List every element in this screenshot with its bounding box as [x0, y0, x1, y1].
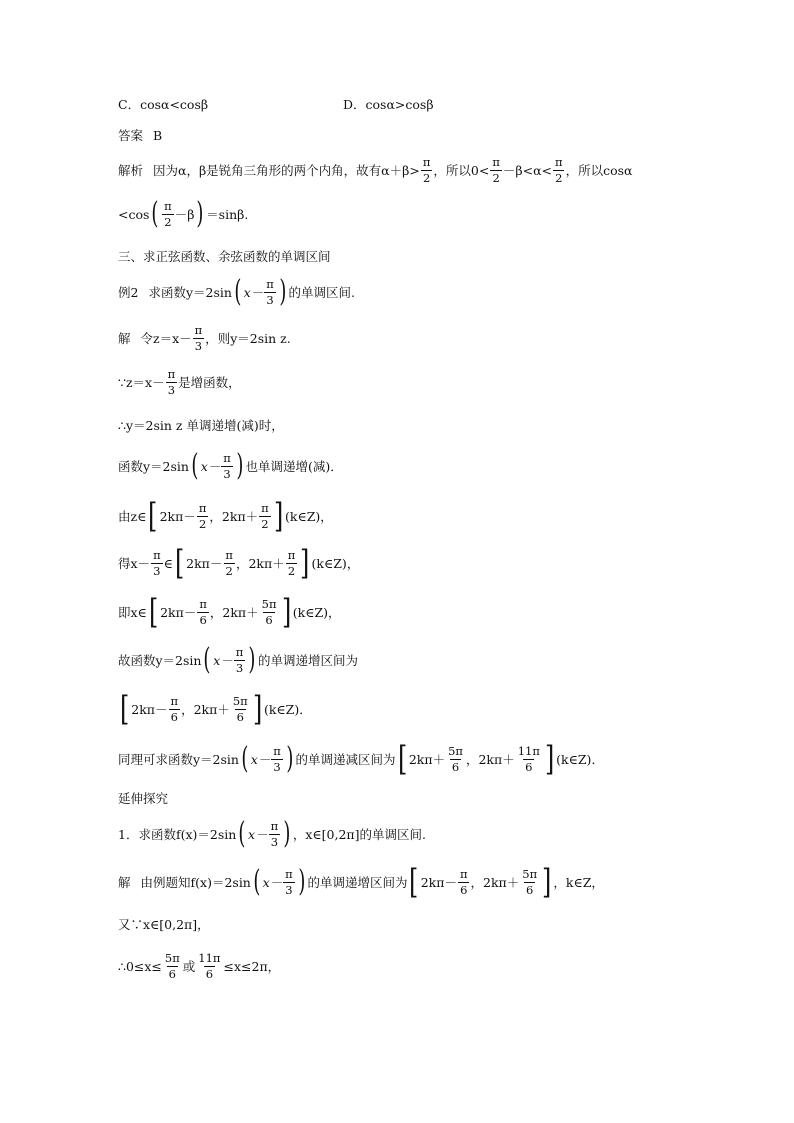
fraction-pi-3 [234, 646, 246, 673]
frac-den: 6 [526, 882, 534, 897]
right-paren: ) [196, 196, 204, 231]
frac-den: 6 [236, 709, 244, 724]
left-bracket: [ [148, 496, 158, 536]
analysis-text-6: －β [174, 207, 195, 222]
right-bracket: ] [544, 739, 555, 779]
frac-den: 2 [287, 563, 296, 578]
ext-text: ，x∈[0,2π]的单调区间. [292, 827, 426, 842]
sol-text: 2kπ＋ [408, 752, 446, 767]
frac-num: π [555, 155, 563, 170]
x-minus: x－ [243, 285, 264, 300]
x-minus: x－ [250, 752, 271, 767]
frac-den: 3 [223, 466, 231, 481]
frac-num: 5π [232, 694, 248, 709]
sol-text: ，2kπ＋ [465, 752, 515, 767]
right-paren: ) [248, 642, 256, 677]
right-bracket: ] [273, 496, 284, 536]
left-bracket: [ [119, 689, 130, 729]
frac-den: 2 [164, 214, 172, 229]
sol-text: 2kπ－ [131, 702, 168, 717]
sol-text: (k∈Z)， [311, 556, 360, 571]
analysis-label: 解析 [118, 163, 144, 178]
solution-label: 解 [118, 331, 131, 346]
fraction-11pi-6 [196, 952, 222, 979]
ext-text: 由例题知f(x)＝2sin [140, 875, 251, 890]
option-d: D．cosα>cosβ [343, 97, 434, 112]
fraction-pi-2 [421, 156, 433, 183]
frac-num: π [194, 323, 203, 338]
right-paren: ) [283, 816, 291, 851]
frac-den: 2 [198, 516, 207, 531]
frac-num: π [199, 597, 207, 612]
frac-den: 2 [492, 170, 500, 185]
frac-den: 6 [168, 966, 176, 981]
analysis-text-5: <cos [118, 206, 150, 222]
frac-den: 2 [422, 170, 431, 185]
ext-text: ≤x≤2π， [223, 959, 281, 974]
solution-line-2 [118, 362, 241, 402]
fraction-pi-2 [286, 549, 298, 576]
sol-text: 令z＝x－ [140, 331, 192, 346]
frac-den: 2 [261, 516, 269, 531]
sol-text: ∵z＝x－ [118, 375, 165, 390]
sol-text: 也单调递增(减)． [245, 459, 343, 474]
left-paren: ( [253, 864, 261, 899]
fraction-pi-6 [169, 695, 181, 722]
sol-text: 函数y＝2sin [118, 459, 189, 474]
frac-den: 3 [270, 834, 279, 849]
ext-text: 又∵x∈[0,2π]， [118, 917, 210, 932]
frac-num: 5π [261, 597, 277, 612]
left-paren: ( [238, 816, 246, 851]
right-paren: ) [279, 274, 287, 309]
frac-num: π [235, 645, 244, 660]
example-2 [118, 272, 355, 312]
frac-den: 6 [205, 966, 214, 981]
ext-text: ，2kπ＋ [470, 875, 520, 890]
frac-den: 6 [199, 612, 207, 627]
solution-line-5 [118, 496, 333, 536]
right-paren: ) [286, 741, 294, 776]
sol-text: 由z∈ [118, 509, 147, 524]
frac-num: π [223, 451, 231, 466]
sol-text: (k∈Z)． [556, 752, 604, 767]
answer-value: B [153, 127, 163, 143]
frac-den: 3 [153, 563, 161, 578]
frac-num: π [261, 501, 269, 516]
fraction-pi-3 [283, 868, 295, 895]
solution-line-9 [118, 689, 312, 729]
example-text-2: 的单调区间. [288, 285, 355, 300]
answer-line [118, 115, 162, 155]
sol-text: 同理可求函数y＝2sin [118, 752, 239, 767]
left-bracket: [ [409, 862, 419, 902]
analysis-text-4: ，所以cosα [565, 163, 633, 178]
ext-text: ，k∈Z， [553, 875, 604, 890]
sol-text: 的单调递增区间为 [258, 653, 359, 668]
sol-text: 得x－ [118, 556, 151, 571]
fraction-5pi-6 [231, 695, 250, 722]
extension-solution-3 [118, 946, 280, 986]
fraction-pi-3 [151, 549, 163, 576]
left-paren: ( [191, 448, 199, 483]
frac-den: 3 [235, 660, 244, 675]
fraction-5pi-6 [446, 745, 465, 772]
sol-text: ，2kπ＋ [209, 605, 259, 620]
frac-den: 3 [167, 382, 176, 397]
fraction-pi-2 [162, 200, 174, 227]
frac-den: 6 [460, 882, 468, 897]
x-minus: x－ [213, 653, 233, 668]
frac-num: π [153, 548, 161, 563]
frac-num: π [285, 867, 293, 882]
ext-text: 2kπ－ [420, 875, 457, 890]
fraction-5pi-6 [163, 952, 182, 979]
frac-num: π [170, 694, 179, 709]
section-heading [118, 236, 331, 276]
ext-text: ∴0≤x≤ [118, 958, 162, 974]
ext-text: 1．求函数f(x)＝2sin [118, 827, 237, 842]
fraction-pi-3 [221, 452, 233, 479]
fraction-5pi-6 [260, 598, 279, 625]
ext-text: 的单调递增区间为 [307, 875, 408, 890]
frac-den: 2 [555, 170, 563, 185]
frac-num: π [273, 744, 281, 759]
sol-text: ，2kπ＋ [235, 556, 285, 571]
solution-line-7 [118, 592, 341, 632]
sol-text: ，2kπ＋ [181, 702, 230, 717]
left-bracket: [ [397, 739, 407, 779]
frac-den: 3 [266, 292, 274, 307]
frac-den: 6 [451, 759, 460, 774]
analysis-text-3: －β<α< [502, 163, 553, 178]
ext-text: 或 [182, 959, 196, 974]
frac-den: 6 [265, 612, 273, 627]
fraction-pi-3 [166, 368, 178, 395]
right-paren: ) [298, 864, 306, 899]
fraction-pi-6 [197, 598, 209, 625]
fraction-pi-2 [223, 549, 235, 576]
sol-text: 2kπ－ [160, 605, 197, 620]
solution-line-3 [118, 405, 284, 445]
frac-den: 3 [194, 338, 203, 353]
example-label: 例2 [118, 285, 139, 300]
right-bracket: ] [542, 862, 552, 902]
sol-text: ，则y＝2sin z. [205, 331, 291, 346]
fraction-pi-3 [264, 278, 276, 305]
frac-den: 6 [525, 759, 533, 774]
sol-text: 即x∈ [118, 605, 147, 620]
analysis-text-2: ，所以0< [433, 163, 490, 178]
fraction-pi-2 [490, 156, 502, 183]
frac-num: 11π [517, 744, 540, 759]
sol-text: 2kπ－ [186, 556, 223, 571]
frac-num: π [459, 867, 468, 882]
frac-den: 6 [170, 709, 178, 724]
left-bracket: [ [148, 592, 159, 632]
sol-text: ∴y＝2sin z 单调递增(减)时， [118, 418, 284, 433]
frac-num: π [198, 501, 207, 516]
frac-num: 5π [164, 951, 180, 966]
frac-num: π [492, 155, 500, 170]
fraction-pi-2 [553, 156, 565, 183]
frac-den: 3 [285, 882, 293, 897]
sol-text: 2kπ－ [159, 509, 196, 524]
solution-line-6 [118, 543, 359, 583]
right-bracket: ] [300, 543, 310, 583]
frac-num: π [287, 548, 296, 563]
left-paren: ( [203, 642, 211, 677]
fraction-pi-3 [193, 324, 205, 351]
frac-den: 3 [273, 759, 281, 774]
fraction-11pi-6 [516, 745, 542, 772]
frac-num: π [422, 155, 431, 170]
frac-num: π [167, 367, 176, 382]
left-paren: ( [241, 741, 249, 776]
x-minus: x－ [262, 875, 283, 890]
extension-heading: 延伸探究 [118, 791, 169, 806]
solution-line-8 [118, 640, 358, 680]
sol-text: ，2kπ＋ [209, 509, 259, 524]
solution-line-10 [118, 739, 604, 779]
frac-num: π [266, 277, 274, 292]
analysis-text-1: 因为α，β是锐角三角形的两个内角，故有α＋β> [153, 163, 420, 178]
frac-num: π [270, 819, 279, 834]
section-title: 三、求正弦函数、余弦函数的单调区间 [118, 249, 331, 264]
right-bracket: ] [281, 592, 291, 632]
option-c: C．cosα<cosβ [118, 97, 209, 112]
solution-line-1 [118, 318, 291, 358]
sol-text: (k∈Z)． [263, 702, 312, 717]
left-paren: ( [151, 196, 159, 231]
frac-num: 5π [448, 744, 463, 759]
right-bracket: ] [252, 689, 262, 729]
frac-den: 2 [225, 563, 233, 578]
frac-num: 5π [522, 867, 538, 882]
fraction-pi-2 [197, 502, 209, 529]
sol-text: 故函数y＝2sin [118, 653, 202, 668]
extension-solution-2 [118, 904, 210, 944]
frac-num: π [164, 199, 172, 214]
frac-num: 11π [198, 951, 221, 966]
left-bracket: [ [174, 543, 185, 583]
left-paren: ( [234, 274, 242, 309]
fraction-pi-3 [271, 745, 283, 772]
solution-line-4 [118, 446, 343, 486]
sol-text: ∈ [163, 555, 173, 571]
fraction-pi-2 [259, 502, 271, 529]
fraction-5pi-6 [520, 868, 539, 895]
extension-solution-1 [118, 862, 604, 902]
x-minus: x－ [248, 827, 268, 842]
frac-num: π [225, 548, 233, 563]
analysis-line-2 [118, 194, 248, 234]
right-paren: ) [236, 448, 244, 483]
sol-text: 是增函数， [178, 375, 241, 390]
fraction-pi-6 [458, 868, 470, 895]
analysis-text-7: ＝sinβ. [206, 207, 249, 222]
fraction-pi-3 [269, 820, 281, 847]
sol-text: (k∈Z)， [292, 605, 341, 620]
sol-text: (k∈Z)， [285, 509, 333, 524]
extension-title [118, 778, 168, 818]
extension-question-1 [118, 814, 426, 854]
solution-label: 解 [118, 875, 131, 890]
x-minus: x－ [200, 459, 221, 474]
example-text-1: 求函数y＝2sin [148, 285, 232, 300]
answer-label: 答案 [118, 128, 144, 143]
sol-text: 的单调递减区间为 [295, 752, 396, 767]
analysis-line-1 [118, 150, 632, 190]
